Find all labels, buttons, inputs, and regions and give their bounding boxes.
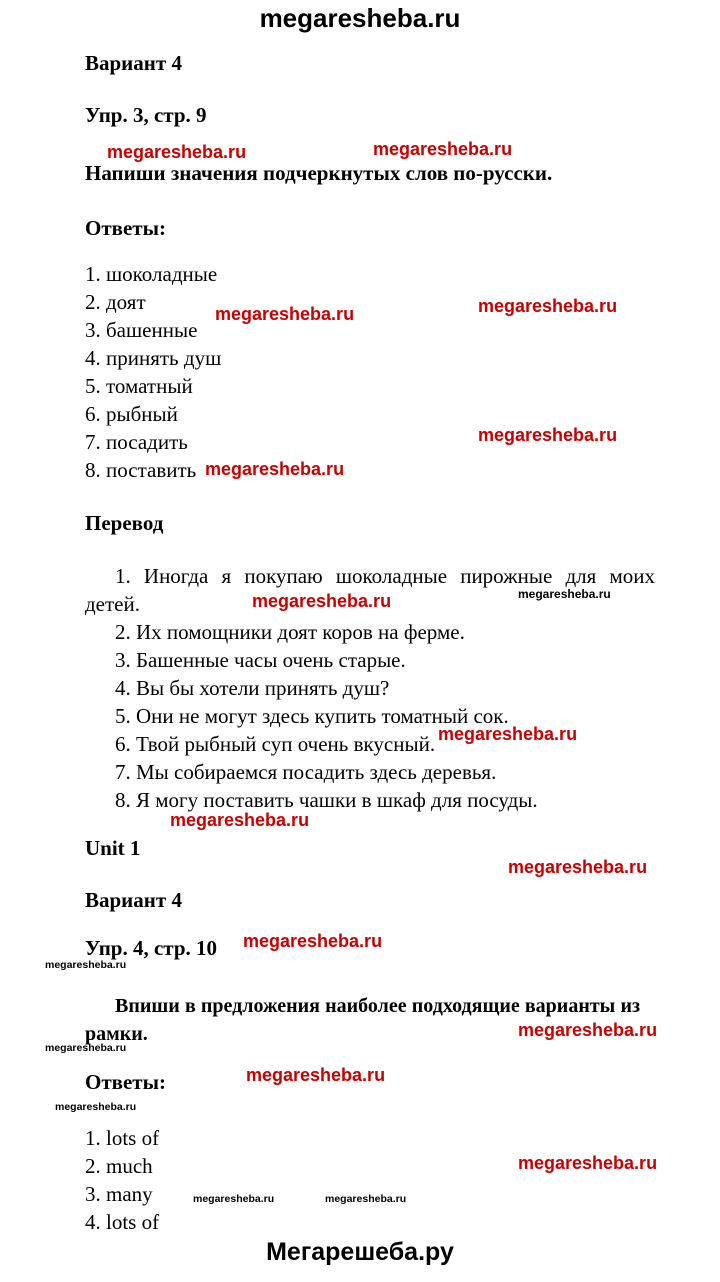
exercise-heading-2: Упр. 4, стр. 10	[85, 936, 218, 960]
watermark-red: megaresheba.ru	[373, 139, 513, 159]
watermark-small: megaresheba.ru	[45, 959, 127, 971]
watermark-red: megaresheba.ru	[508, 857, 648, 877]
answer-item: 2. доят	[85, 290, 146, 314]
answers-list-1	[85, 260, 221, 484]
translation-item: 8. Я могу поставить чашки в шкаф для посуды.	[115, 788, 538, 812]
answer-item: 7. посадить	[85, 430, 188, 454]
watermark-red: megaresheba.ru	[170, 810, 310, 830]
watermark-small: megaresheba.ru	[325, 1193, 407, 1205]
answer-item: 1. шоколадные	[85, 262, 218, 286]
answer-item: 1. lots of	[85, 1126, 160, 1150]
watermark-red: megaresheba.ru	[518, 1153, 658, 1173]
answers-label-2: Ответы:	[85, 1070, 167, 1094]
watermark-red: megaresheba.ru	[518, 1020, 658, 1040]
translation-item: 6. Твой рыбный суп очень вкусный.	[115, 732, 436, 756]
translation-item: 3. Башенные часы очень старые.	[115, 648, 406, 672]
translation-item: 2. Их помощники доят коров на ферме.	[115, 620, 465, 644]
answer-item: 4. принять душ	[85, 346, 222, 370]
watermark-red: megaresheba.ru	[243, 931, 383, 951]
task-paragraph: Впиши в предложения наиболее подходящие варианты из рамки.	[85, 995, 640, 1045]
answer-item: 3. many	[85, 1182, 153, 1206]
answer-item: 4. lots of	[85, 1210, 160, 1234]
task-text-1: Напиши значения подчеркнутых слов по-русски.	[85, 161, 553, 185]
watermark-red: megaresheba.ru	[246, 1065, 386, 1085]
exercise-heading-1: Упр. 3, стр. 9	[85, 103, 207, 127]
translation-item: 5. Они не могут здесь купить томатный сок.	[115, 704, 509, 728]
translation-item: 4. Вы бы хотели принять душ?	[115, 676, 390, 700]
site-brand-footer: Мегарешеба.ру	[266, 1238, 454, 1266]
answer-item: 6. рыбный	[85, 402, 178, 426]
watermark-red: megaresheba.ru	[252, 591, 392, 611]
watermark-red: megaresheba.ru	[438, 724, 578, 744]
watermark-red: megaresheba.ru	[478, 296, 618, 316]
translation-item: 1. Иногда я покупаю шоколадные пирожные для моих детей.	[85, 564, 655, 616]
site-watermark-header: megaresheba.ru	[259, 3, 461, 33]
answer-item: 3. башенные	[85, 318, 198, 342]
watermark-red: megaresheba.ru	[205, 459, 345, 479]
answers-label-1: Ответы:	[85, 216, 167, 240]
translation-label: Перевод	[85, 511, 164, 535]
unit-heading: Unit 1	[85, 836, 141, 860]
watermark-small: megaresheba.ru	[193, 1193, 275, 1205]
translation-item: 7. Мы собираемся посадить здесь деревья.	[115, 760, 497, 784]
watermark-small: megaresheba.ru	[55, 1101, 137, 1113]
watermark-red: megaresheba.ru	[478, 425, 618, 445]
variant-heading-1: Вариант 4	[85, 51, 182, 75]
watermark-red: megaresheba.ru	[107, 142, 247, 162]
answer-item: 5. томатный	[85, 374, 193, 398]
variant-heading-2: Вариант 4	[85, 888, 182, 912]
watermark-red: megaresheba.ru	[215, 304, 355, 324]
answer-item: 2. much	[85, 1154, 153, 1178]
answers-list-2	[85, 1124, 159, 1236]
answer-item: 8. поставить	[85, 458, 197, 482]
watermark-small: megaresheba.ru	[45, 1042, 127, 1054]
watermark-small: megaresheba.ru	[518, 587, 611, 601]
